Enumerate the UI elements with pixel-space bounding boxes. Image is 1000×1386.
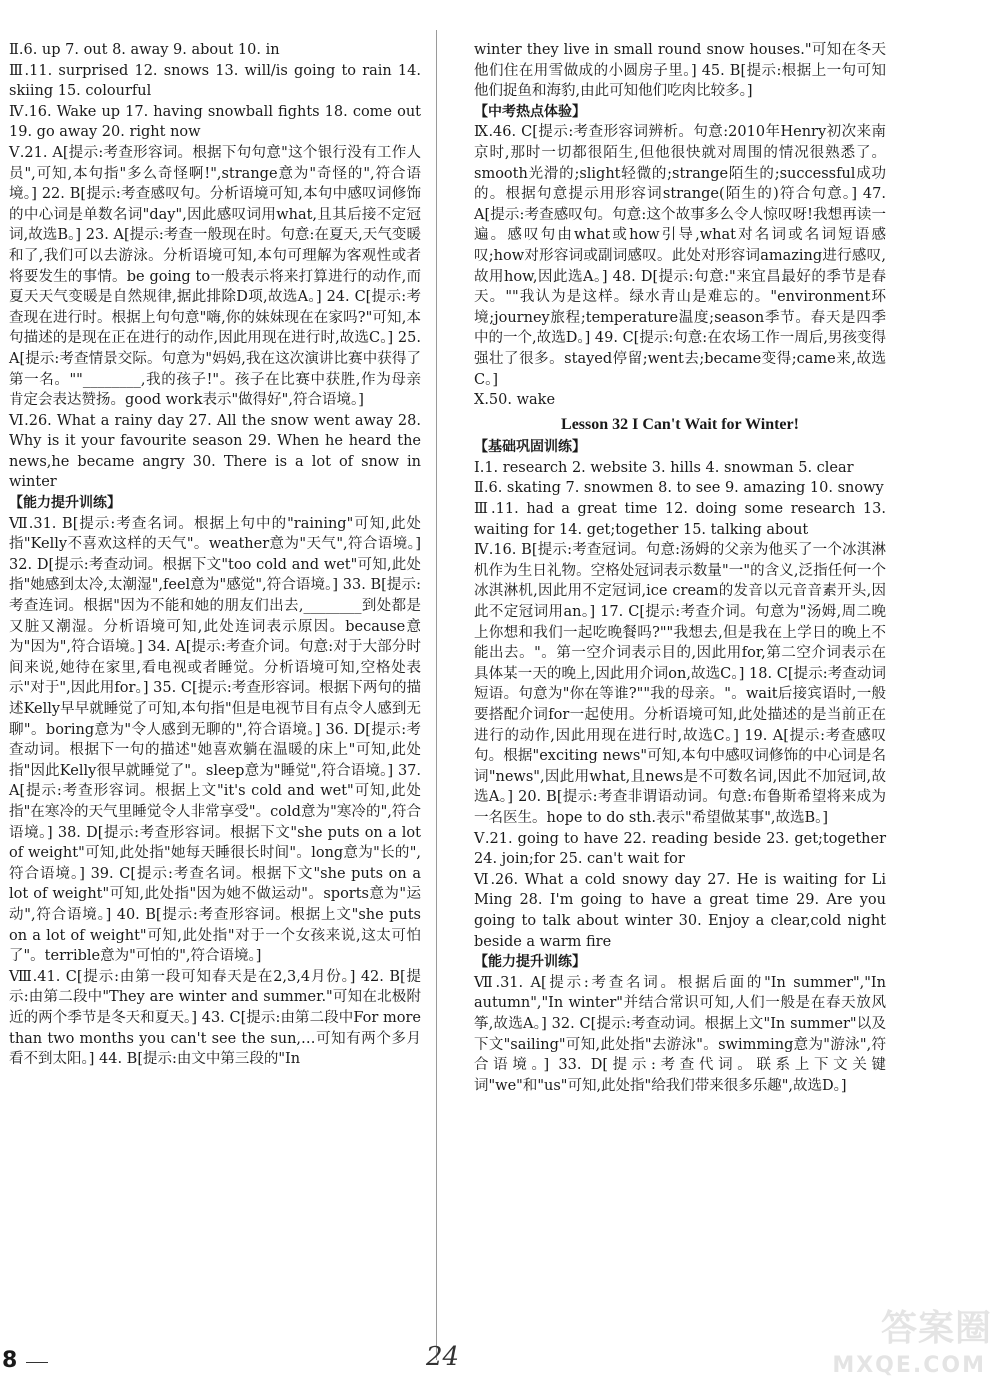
watermark-logo [822,1300,992,1380]
answer-block: Ⅵ.26. What a cold snowy day 27. He is waiting for Li Ming 28. I'm going to have a great time 29. Are you going to talk about winter 30. Enjoy a clear,cold night beside a warm fire [474,871,886,950]
right-column [474,40,886,1096]
answer-block: Ⅲ.11. had a great time 12. doing some research 13. waiting for 14. get;together 15. talking about [474,501,886,538]
watermark-text-bottom: MXQE.COM [832,1353,986,1378]
answer-block: Ⅱ.6. up 7. out 8. away 9. about 10. in [9,42,280,58]
watermark-text-top: 答案圈 [880,1308,992,1349]
answer-block: Ⅹ.50. wake [474,392,556,409]
section-heading: 【能力提升训练】 [474,954,586,971]
answer-block: Ⅳ.16. Wake up 17. having snowball fights 18. come out 19. go away 20. right now [9,103,421,141]
section-heading: 【基础巩固训练】 [474,439,586,456]
answer-block: Ⅷ.41. C[提示:由第一段可知春天是在2,3,4月份。] 42. B[提示:由第二段中"They are winter and summer."可知在北极附近的两个季节是冬天和夏天。] 43. C[提示:由第二段中For more than two months you can't see the sun,…可知有两个多月看不到太阳。] 44. B[提示:由文中第三段的"In [9,968,421,1068]
answer-block: Ⅴ.21. going to have 22. reading beside 23. get;together 24. join;for 25. can't wait for [474,830,886,868]
answer-block: Ⅰ.1. research 2. website 3. hills 4. snowman 5. clear [474,459,854,476]
answer-block: Ⅶ.31. A[提示:考查名词。根据后面的"In summer","In autumn","In winter"并结合常识可知,人们一般是在春天放风筝,故选A。] 32. C[提示:考查动词。根据上文"In summer"以及下文"sailing"可知,此处指"去游泳"。swimming意为"游泳",符合语境。] 33. D[提示:考查代词。联系上下文关键词"we"和"us"可知,此处指"给我们带来很多乐趣",故选D。] [474,974,886,1094]
answer-block: Ⅸ.46. C[提示:考查形容词辨析。句意:2010年Henry初次来南京时,那时一切都很陌生,但他很快就对周围的情况很熟悉了。smooth光滑的;slight轻微的;strange陌生的;successful成功的。根据句意提示用形容词strange(陌生的)符合句意。] 47. A[提示:考查感叹句。句意:这个故事多么令人惊叹呀!我想再读一遍。感叹句由what或how引导,what对名词或名词短语感叹;how对形容词或副词感叹。此处对形容词amazing进行感叹,故用how,因此选A。] 48. D[提示:句意:"来宜昌最好的季节是春天。""我认为是这样。绿水青山是难忘的。"environment环境;journey旅程;temperature温度;season季节。春天是四季中的一个,故选D。] 49. C[提示:句意:在农场工作一周后,男孩变得强壮了很多。stayed停留;went去;became变得;came来,故选C。] [474,124,886,388]
column-divider [436,30,437,1360]
left-column [9,40,421,1070]
answer-block: winter they live in small round snow houses."可知在冬天他们住在用雪做成的小圆房子里。] 45. B[提示:根据上一句可知他们捉鱼和海豹,由此可知他们吃肉比较多。] [474,42,886,100]
answer-block: Ⅳ.16. B[提示:考查冠词。句意:汤姆的父亲为他买了一个冰淇淋机作为生日礼物。空格处冠词表示数量"一"的含义,泛指任何一个冰淇淋机,因此用不定冠词,ice cream的发音以元音音素开头,因此不定冠词用an。] 17. C[提示:考查介词。句意为"汤姆,周二晚上你想和我们一起吃晚餐吗?""我想去,但是我在上学日的晚上不能出去。"。第一空介词表示目的,因此用for,第二空介词表示在具体某一天的晚上,因此用介词on,故选C。] 18. C[提示:考查动词短语。句意为"你在等谁?""我的母亲。"。wait后接宾语时,一般要搭配介词for一起使用。分析语境可知,此处描述的是当前正在进行的动作,因此用现在进行时,故选C。] 19. A[提示:考查感叹句。根据"exciting news"可知,本句中感叹词修饰的中心词是名词"news",因此用what,且news是不可数名词,因此不加冠词,故选A。] 20. B[提示:考查非谓语动词。句意:布鲁斯希望将来成为一名医生。hope to do sth.表示"希望做某事",故选B。] [474,542,886,826]
section-heading: 【中考热点体验】 [474,103,586,120]
answer-block: Ⅵ.26. What a rainy day 27. All the snow went away 28. Why is it your favourite season 29. When he heard the news,he became angry 30. There is a lot of snow in winter [9,412,421,491]
page-number-rule [26,1362,48,1363]
answer-block: Ⅴ.21. A[提示:考查形容词。根据下句句意"这个银行没有工作人员",可知,本句指"多么奇怪啊!",strange意为"奇怪的",符合语境。] 22. B[提示:考查感叹句。分析语境可知,本句中感叹词修饰的中心词是单数名词"day",因此感叹词用what,且其后接不定冠词,故选B。] 23. A[提示:考查一般现在时。句意:在夏天,天气变暖和了,我们可以去游泳。分析语境可知,本句可理解为客观性或者将要发生的事情。be going to一般表示将来打算进行的动作,而夏天天气变暖是自然规律,据此排除D项,故选A。] 24. C[提示:考查现在进行时。根据上句句意"嗨,你的妹妹现在在家吗?"可知,本句描述的是现在正在进行的动作,因此用现在进行时,故选C。] 25. A[提示:考查情景交际。句意为"妈妈,我在这次演讲比赛中获得了第一名。""________,我的孩子!"。孩子在比赛中获胜,作为母亲肯定会表达赞扬。good work表示"做得好",符合语境。] [9,144,421,409]
section-heading: 【能力提升训练】 [9,495,121,512]
page-number: 8 [2,1348,18,1373]
answer-block: Ⅲ.11. surprised 12. snows 13. will/is going to rain 14. skiing 15. colourful [9,62,421,100]
answer-block: Ⅱ.6. skating 7. snowmen 8. to see 9. amazing 10. snowy [474,480,884,497]
handwritten-page-number: 24 [426,1342,460,1372]
answer-block: Ⅶ.31. B[提示:考查名词。根据上句中的"raining"可知,此处指"Kelly不喜欢这样的天气"。weather意为"天气",符合语境。] 32. D[提示:考查动词。根据下文"too cold and wet"可知,此处指"她感到太冷,太潮湿",feel意为"感觉",符合语境。] 33. B[提示:考查连词。根据"因为不能和她的朋友们出去,________到处都是又脏又潮湿。分析语境可知,此处连词表示原因。because意为"因为",符合语境。] 34. A[提示:考查介词。句意:对于大部分时间来说,她待在家里,看电视或者睡觉。分析语境可知,空格处表示"对于",因此用for。] 35. C[提示:考查形容词。根据下两句的描述Kelly早早就睡觉了可知,本句指"但是电视节目有点令人感到无聊"。boring意为"令人感到无聊的",符合语境。] 36. D[提示:考查动词。根据下一句的描述"她喜欢躺在温暖的床上"可知,此处指"因此Kelly很早就睡觉了"。sleep意为"睡觉",符合语境。] 37. A[提示:考查形容词。根据上文"it's cold and wet"可知,此处指"在寒冷的天气里睡觉令人非常享受"。cold意为"寒冷的",符合语境。] 38. D[提示:考查形容词。根据下文"she puts on a lot of weight"可知,此处指"她每天睡很长时间"。long意为"长的",符合语境。] 39. C[提示:考查名词。根据下文"she puts on a lot of weight"可知,此处指"因为她不做运动"。sports意为"运动",符合语境。] 40. B[提示:考查形容词。根据上文"she puts on a lot of weight"可知,此处指"对于一个女孩来说,这太可怕了"。terrible意为"可怕的",符合语境。] [9,515,421,965]
lesson-title: Lesson 32 I Can't Wait for Winter! [561,415,799,433]
